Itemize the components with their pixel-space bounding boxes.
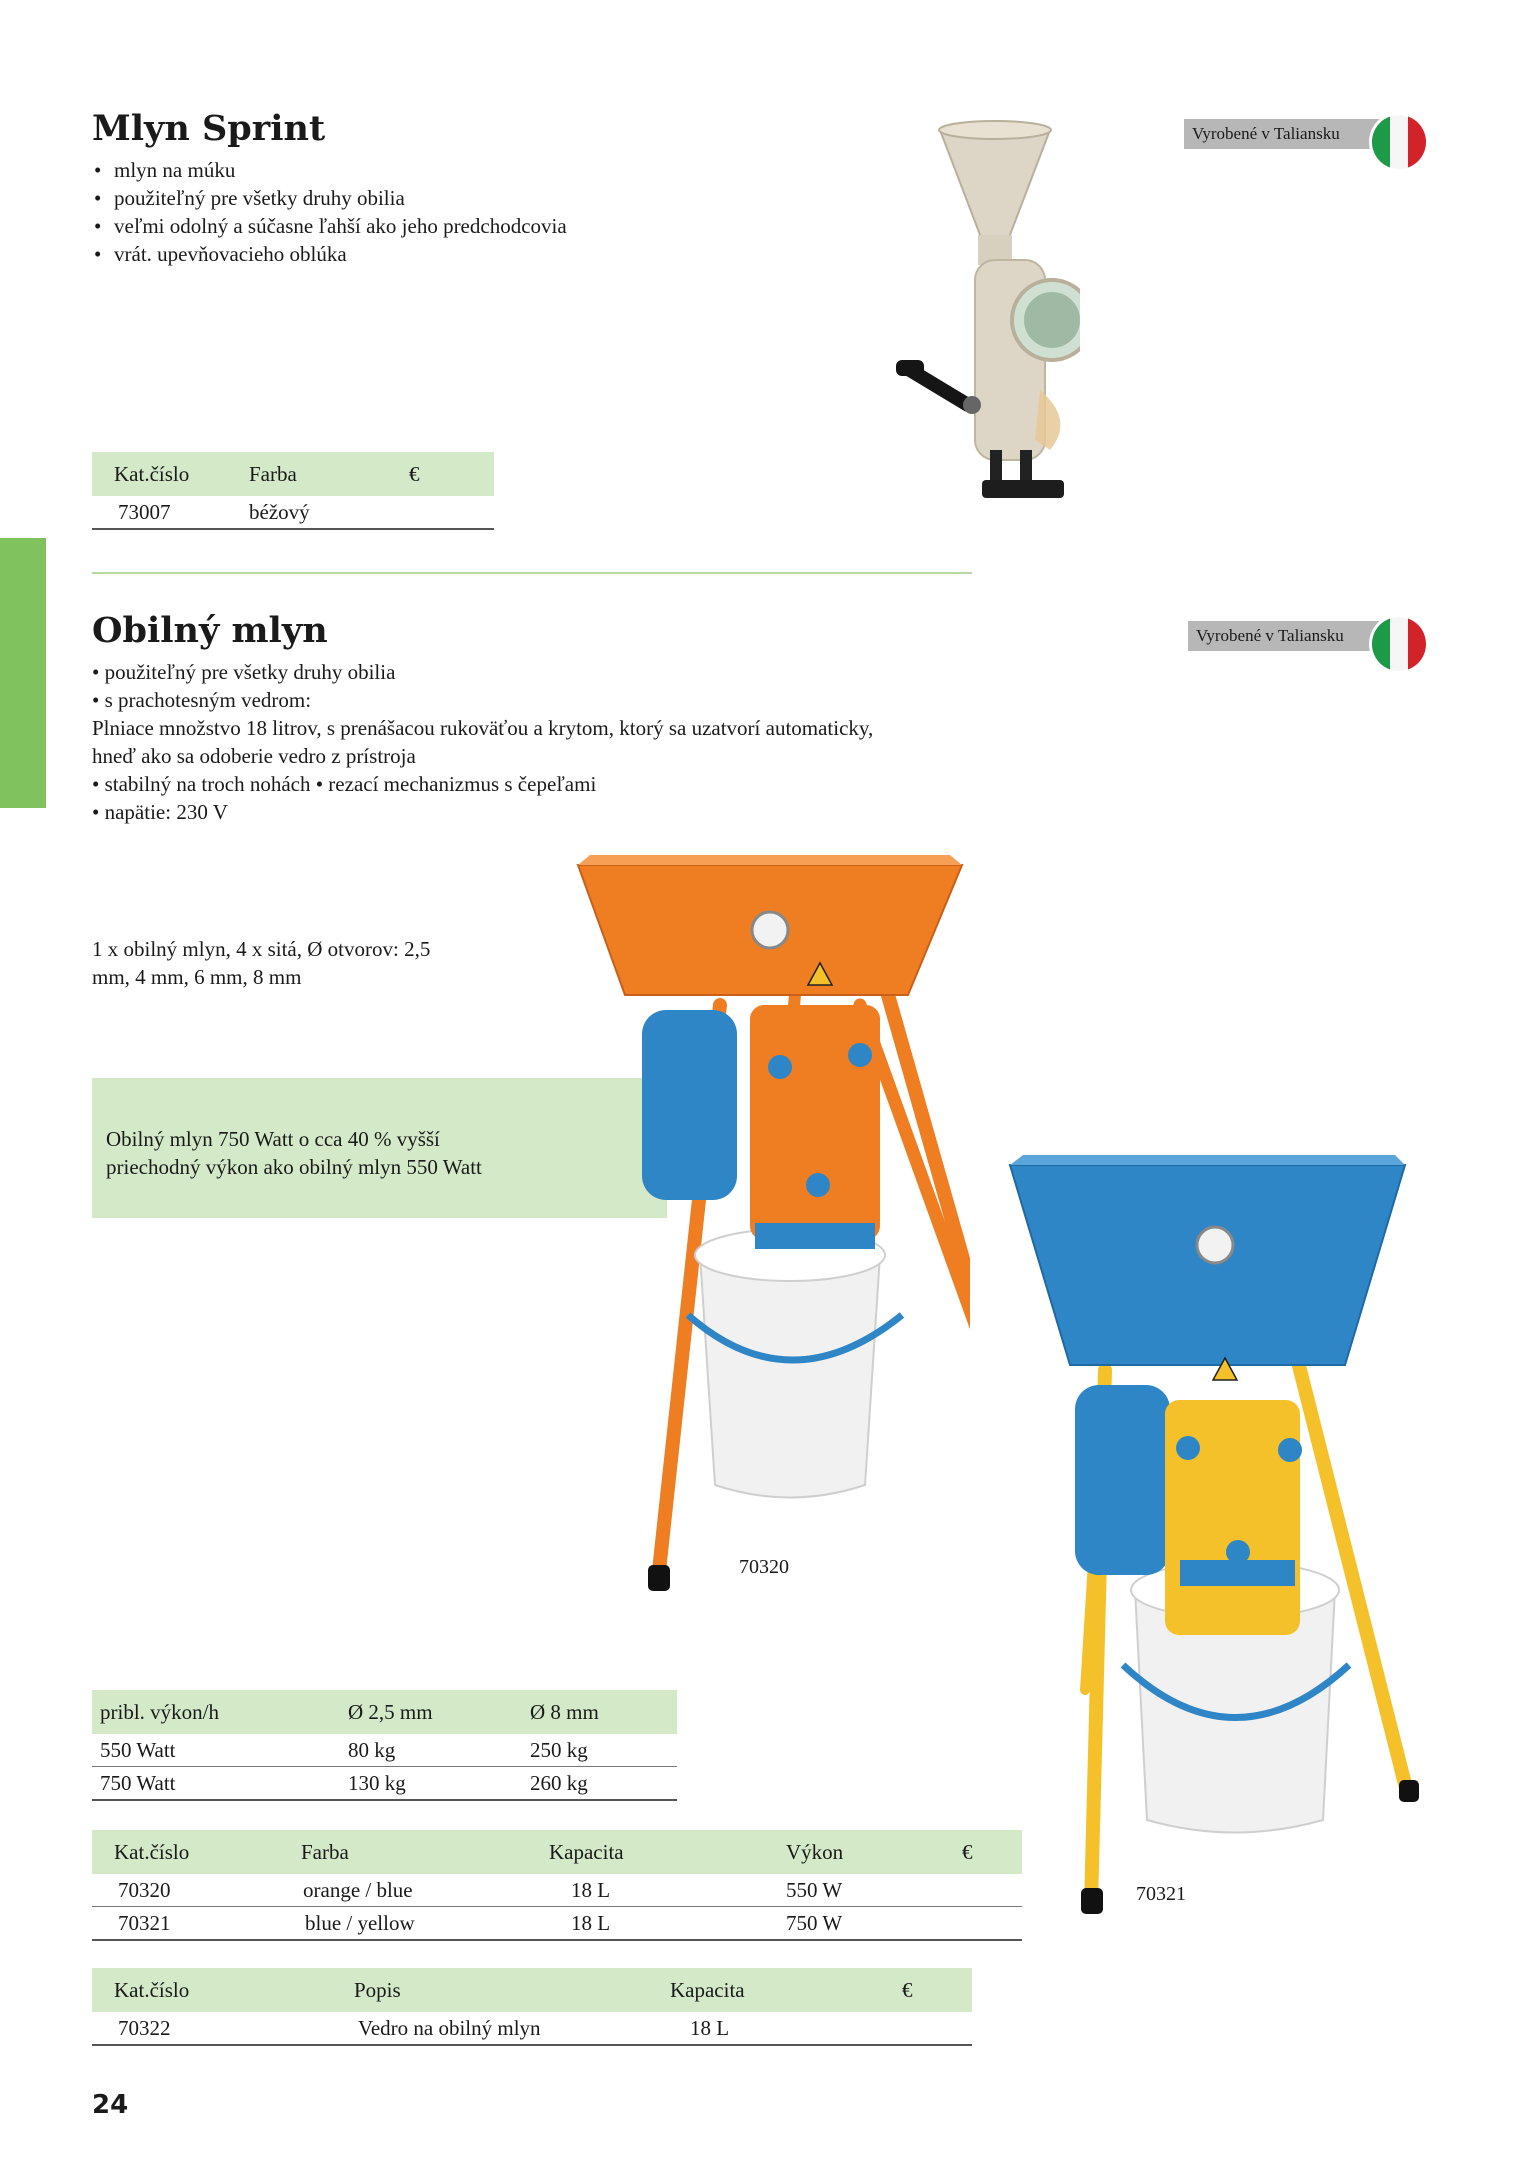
badge-label: Vyrobené v Taliansku <box>1184 119 1394 149</box>
table-cell: 18 L <box>549 1874 786 1907</box>
table-cell <box>962 1874 1022 1907</box>
table-cell: 70320 <box>92 1874 301 1907</box>
table-cell: 750 Watt <box>92 1767 348 1801</box>
table-header-row <box>92 1830 1022 1874</box>
feature-item: • veľmi odolný a súčasne ľahší ako jeho predchodcovia <box>92 212 567 240</box>
included-line: mm, 4 mm, 6 mm, 8 mm <box>92 965 302 989</box>
header-cell: Farba <box>301 1830 549 1874</box>
product-features-sprint <box>92 156 567 268</box>
italy-flag-icon <box>1372 617 1426 671</box>
table-header-row <box>92 1690 677 1734</box>
table-cell: orange / blue <box>301 1874 549 1907</box>
sprint-catalog-table <box>92 452 494 530</box>
header-cell: Ø 2,5 mm <box>348 1690 530 1734</box>
description-line: hneď ako sa odoberie vedro z prístroja <box>92 744 416 768</box>
description-line: • stabilný na troch nohách • rezací mechanizmus s čepeľami <box>92 772 597 796</box>
table-row <box>92 1907 1022 1941</box>
table-cell: 250 kg <box>530 1734 677 1767</box>
table-cell: 18 L <box>549 1907 786 1941</box>
product-title-grain-mill: Obilný mlyn <box>92 610 328 651</box>
header-cell: Kapacita <box>549 1830 786 1874</box>
table-row <box>92 1734 677 1767</box>
table-cell: 260 kg <box>530 1767 677 1801</box>
table-cell: 80 kg <box>348 1734 530 1767</box>
included-line: 1 x obilný mlyn, 4 x sitá, Ø otvorov: 2,5 <box>92 937 431 961</box>
note-line: Obilný mlyn 750 Watt o cca 40 % vyšší <box>106 1127 440 1151</box>
description-line: • použiteľný pre všetky druhy obilia <box>92 660 396 684</box>
grain-mill-catalog-table <box>92 1830 1022 1941</box>
table-cell: Vedro na obilný mlyn <box>354 2012 670 2045</box>
header-cell: pribl. výkon/h <box>92 1690 348 1734</box>
product-caption-70320: 70320 <box>739 1556 789 1578</box>
table-cell: 550 W <box>786 1874 962 1907</box>
table-cell <box>902 2012 972 2045</box>
header-cell: Ø 8 mm <box>530 1690 677 1734</box>
table-cell: 18 L <box>670 2012 902 2045</box>
table-cell: 73007 <box>92 496 249 529</box>
grain-mill-blue-image <box>1005 1150 1425 1920</box>
header-cell: € <box>962 1830 1022 1874</box>
grain-mill-orange-image <box>570 845 970 1605</box>
table-cell <box>962 1907 1022 1941</box>
section-tab <box>0 538 46 808</box>
note-line: priechodný výkon ako obilný mlyn 550 Watt <box>106 1155 482 1179</box>
table-cell: béžový <box>249 496 409 529</box>
output-table <box>92 1690 677 1801</box>
badge-label: Vyrobené v Taliansku <box>1188 621 1398 651</box>
header-cell: Farba <box>249 452 409 496</box>
description-line: • napätie: 230 V <box>92 800 228 824</box>
table-cell: blue / yellow <box>301 1907 549 1941</box>
description-line: • s prachotesným vedrom: <box>92 688 312 712</box>
description-line: Plniace množstvo 18 litrov, s prenášacou rukoväťou a krytom, ktorý sa uzatvorí automaticky, <box>92 716 874 740</box>
table-cell: 550 Watt <box>92 1734 348 1767</box>
table-header-row <box>92 452 494 496</box>
table-cell <box>409 496 494 529</box>
table-cell: 70321 <box>92 1907 301 1941</box>
table-cell: 70322 <box>92 2012 354 2045</box>
table-cell: 750 W <box>786 1907 962 1941</box>
feature-item: • mlyn na múku <box>92 156 567 184</box>
header-cell: Kat.číslo <box>92 1968 354 2012</box>
included-accessories <box>92 935 512 991</box>
table-row <box>92 2012 972 2045</box>
bucket-catalog-table <box>92 1968 972 2046</box>
table-cell: 130 kg <box>348 1767 530 1801</box>
italy-flag-icon <box>1372 115 1426 169</box>
made-in-italy-badge <box>1188 617 1430 653</box>
header-cell: Popis <box>354 1968 670 2012</box>
sprint-mill-image <box>890 120 1080 530</box>
feature-item: • vrát. upevňovacieho oblúka <box>92 240 567 268</box>
header-cell: Kat.číslo <box>92 452 249 496</box>
page-number: 24 <box>92 2090 129 2120</box>
table-row <box>92 1874 1022 1907</box>
header-cell: Kapacita <box>670 1968 902 2012</box>
section-divider <box>92 572 972 574</box>
product-caption-70321: 70321 <box>1136 1883 1186 1905</box>
header-cell: Kat.číslo <box>92 1830 301 1874</box>
product-title-sprint: Mlyn Sprint <box>92 108 326 149</box>
product-description <box>92 658 992 826</box>
header-cell: € <box>409 452 494 496</box>
table-header-row <box>92 1968 972 2012</box>
table-row <box>92 496 494 529</box>
header-cell: € <box>902 1968 972 2012</box>
table-row <box>92 1767 677 1801</box>
made-in-italy-badge <box>1184 115 1430 151</box>
feature-item: • použiteľný pre všetky druhy obilia <box>92 184 567 212</box>
header-cell: Výkon <box>786 1830 962 1874</box>
